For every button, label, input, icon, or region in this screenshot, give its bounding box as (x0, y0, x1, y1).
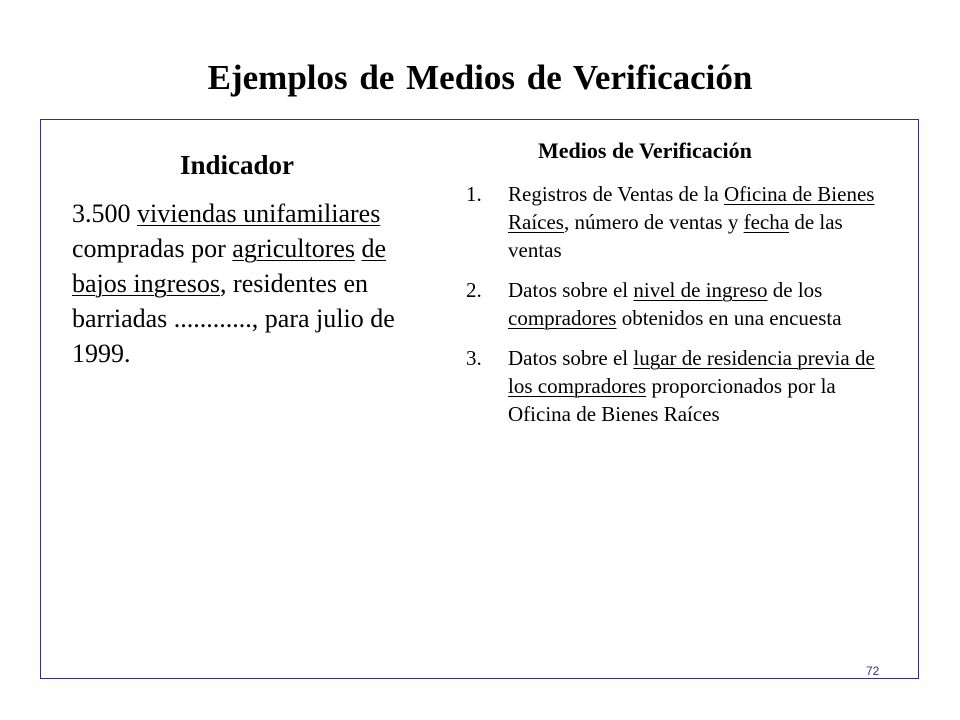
indicator-text-1: 3.500 (72, 199, 137, 228)
verification-list (466, 180, 886, 440)
list-item-text: , número de ventas y (563, 210, 744, 234)
indicator-text-2: compradas por (72, 234, 233, 263)
list-item-underline: fecha (743, 210, 790, 234)
list-item-underline: nivel de ingreso (633, 278, 768, 302)
list-item-text: Registros de Ventas de la (508, 182, 724, 206)
indicator-underline-3: de bajos ingresos (72, 234, 387, 298)
list-item (466, 180, 886, 264)
indicator-text-4: , residentes en barriadas ............, para julio de 1999. (72, 269, 395, 368)
list-item-number: 1. (466, 182, 482, 206)
indicator-text (72, 196, 402, 371)
list-item-text: proporcionados por la Oficina de Bienes Raíces (508, 374, 836, 426)
list-item-number: 3. (466, 346, 482, 370)
list-item-text: de los (767, 278, 823, 302)
list-item-underline: compradores (508, 306, 617, 330)
indicator-heading: Indicador (180, 150, 295, 180)
slide-title: Ejemplos de Medios de Verificación (207, 58, 753, 97)
page-number: 72 (866, 664, 880, 678)
verification-heading: Medios de Verificación (538, 138, 752, 163)
list-item-text: de las ventas (508, 210, 843, 262)
list-item (466, 344, 886, 428)
list-item (466, 276, 886, 332)
list-item-underline: Oficina de Bienes Raíces (508, 182, 875, 234)
list-item-text: Datos sobre el (508, 278, 634, 302)
list-item-underline: lugar de residencia previa de los compradores (508, 346, 875, 398)
list-item-number: 2. (466, 278, 482, 302)
indicator-underline-1: viviendas unifamiliares (137, 199, 381, 228)
indicator-underline-2: agricultores (232, 234, 356, 263)
list-item-text: Datos sobre el (508, 346, 634, 370)
list-item-text: obtenidos en una encuesta (616, 306, 842, 330)
